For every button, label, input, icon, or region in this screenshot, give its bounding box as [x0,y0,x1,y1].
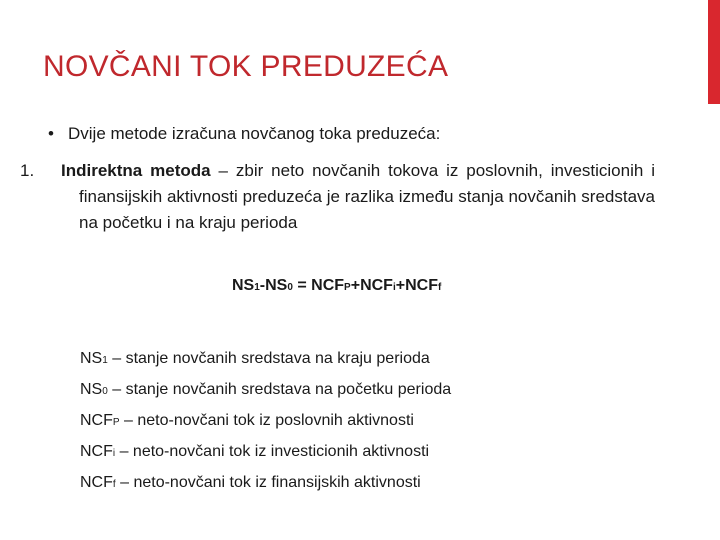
definition-row [80,437,451,468]
bullet-item [48,124,440,144]
definition-text: – stanje novčanih sredstava na početku perioda [107,381,452,398]
definition-term-sub: 0 [102,386,108,397]
accent-bar [708,0,720,104]
definition-term-sub: f [112,479,116,490]
definition-term: NS [80,350,103,367]
method-name: Indirektna metoda [61,161,211,180]
formula-sub: 0 [287,282,293,293]
definition-term: NCF [80,443,113,460]
definition-row [80,406,451,437]
formula [232,277,441,295]
definitions-list [80,344,451,499]
numbered-item [20,158,655,236]
formula-part: +NCF [395,277,438,294]
definition-term: NCF [80,474,113,491]
formula-part: = NCF [292,277,345,294]
formula-sub: 1 [254,282,260,293]
definition-text: – stanje novčanih sredstava na kraju perioda [107,350,430,367]
definition-text: – neto-novčani tok iz finansijskih aktivnosti [115,474,421,491]
formula-part: -NS [259,277,288,294]
formula-part: NS [232,277,255,294]
item-body [61,158,655,236]
slide-title: NOVČANI TOK PREDUZEĆA [43,50,449,83]
method-description: – zbir neto novčanih tokova iz poslovnih, investicionih i finansijskih aktivnosti preduzeća je razlika između stanja novčanih sredstava na početku i na kraju perioda [79,161,655,232]
formula-part: +NCF [350,277,393,294]
formula-sub: i [392,282,396,293]
item-number: 1. [20,161,35,180]
formula-sub: P [344,282,351,293]
bullet-marker: • [48,124,54,143]
bullet-text: Dvije metode izračuna novčanog toka preduzeća: [68,124,441,143]
formula-sub: f [437,282,442,293]
definition-row [80,468,451,499]
definition-term-sub: 1 [102,355,108,366]
definition-row [80,375,451,406]
definition-row [80,344,451,375]
definition-term: NS [80,381,103,398]
definition-term-sub: P [112,417,120,428]
definition-text: – neto-novčani tok iz poslovnih aktivnosti [119,412,414,429]
definition-term-sub: i [112,448,116,459]
definition-text: – neto-novčani tok iz investicionih aktivnosti [115,443,430,460]
definition-term: NCF [80,412,113,429]
